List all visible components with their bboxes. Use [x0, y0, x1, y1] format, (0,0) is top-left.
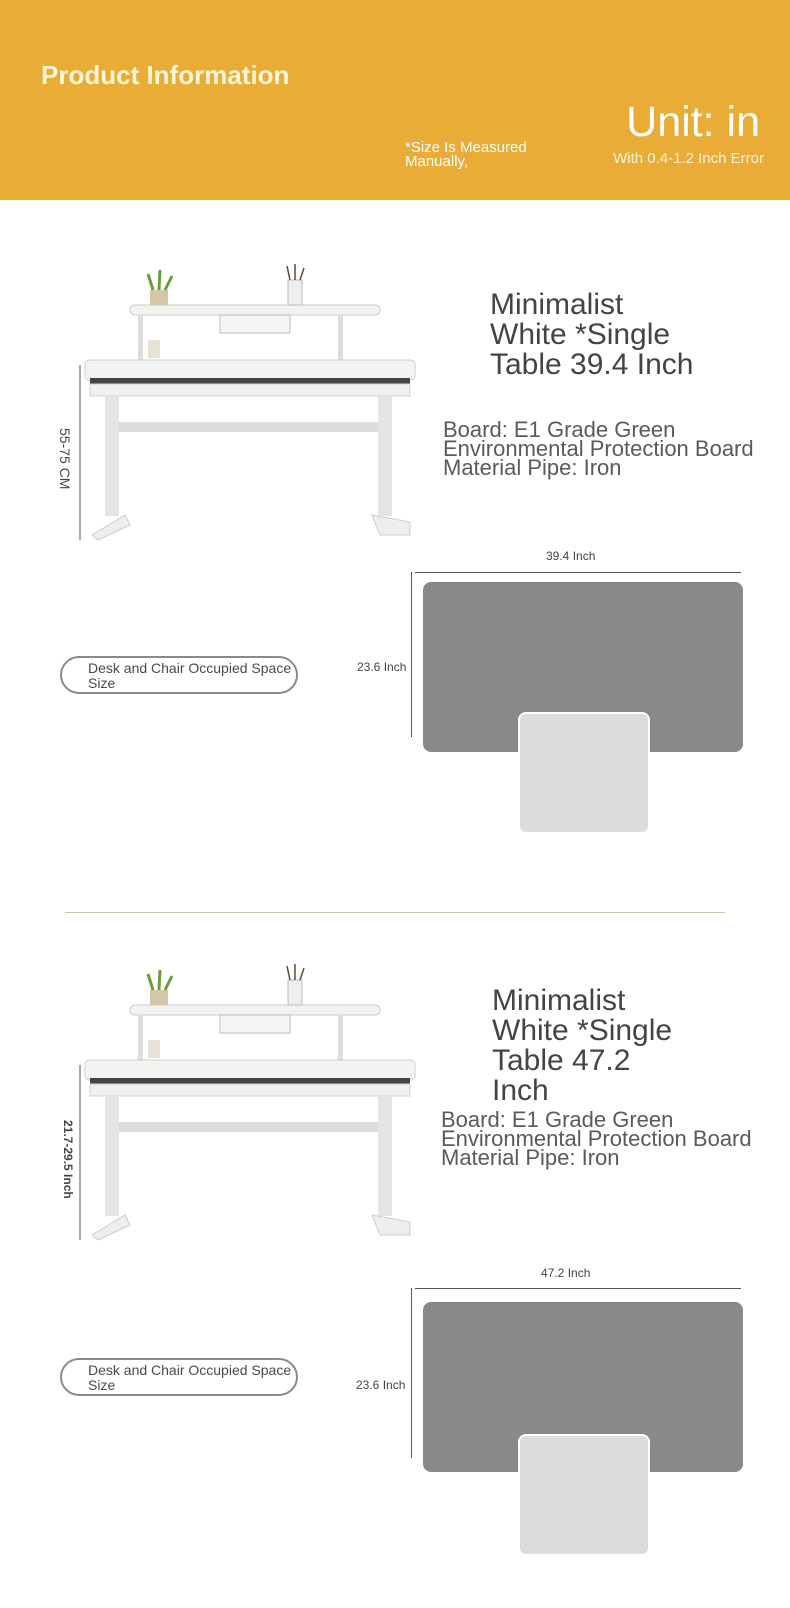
- height-label: 21.7-29.5 Inch: [61, 1120, 75, 1199]
- floor-plan: [400, 1260, 760, 1550]
- occupied-space-label: Desk and Chair Occupied Space Size: [60, 1358, 298, 1396]
- chair-footprint: [518, 1434, 650, 1556]
- product-description: Board: E1 Grade Green Environmental Protection Board Material Pipe: Iron: [443, 417, 754, 480]
- product-section-2: [0, 960, 790, 1600]
- page-title: Product Information: [41, 60, 290, 90]
- height-label: 55-75 CM: [57, 428, 73, 490]
- header-banner: [0, 0, 790, 200]
- depth-label: 23.6 Inch: [357, 660, 407, 674]
- floor-plan: [400, 560, 760, 850]
- width-label: 47.2 Inch: [541, 1266, 591, 1280]
- product-section-1: [0, 260, 790, 900]
- product-title-line: White *Single: [492, 1014, 673, 1047]
- desk-illustration: [50, 260, 440, 560]
- section-divider: [65, 912, 725, 913]
- product-title-line: Table 39.4 Inch: [490, 348, 694, 381]
- error-note: With 0.4-1.2 Inch Error: [613, 150, 764, 167]
- product-title: [490, 288, 694, 382]
- product-title-line: Minimalist: [490, 288, 624, 321]
- occupied-space-label: Desk and Chair Occupied Space Size: [60, 656, 298, 694]
- product-title-line: Table 47.2: [492, 1044, 631, 1077]
- unit-label: Unit: in: [626, 98, 760, 146]
- measured-note: *Size Is Measured Manually,: [405, 139, 527, 170]
- depth-label: 23.6 Inch: [356, 1378, 406, 1392]
- product-title-line: White *Single: [490, 318, 671, 351]
- desk-illustration: [50, 960, 440, 1260]
- product-title: [492, 984, 673, 1108]
- product-title-line: Minimalist: [492, 984, 626, 1017]
- product-title-line: Inch: [492, 1074, 549, 1107]
- width-label: 39.4 Inch: [546, 549, 596, 563]
- product-description: Board: E1 Grade Green Environmental Protection Board Material Pipe: Iron: [441, 1107, 752, 1170]
- chair-footprint: [518, 712, 650, 834]
